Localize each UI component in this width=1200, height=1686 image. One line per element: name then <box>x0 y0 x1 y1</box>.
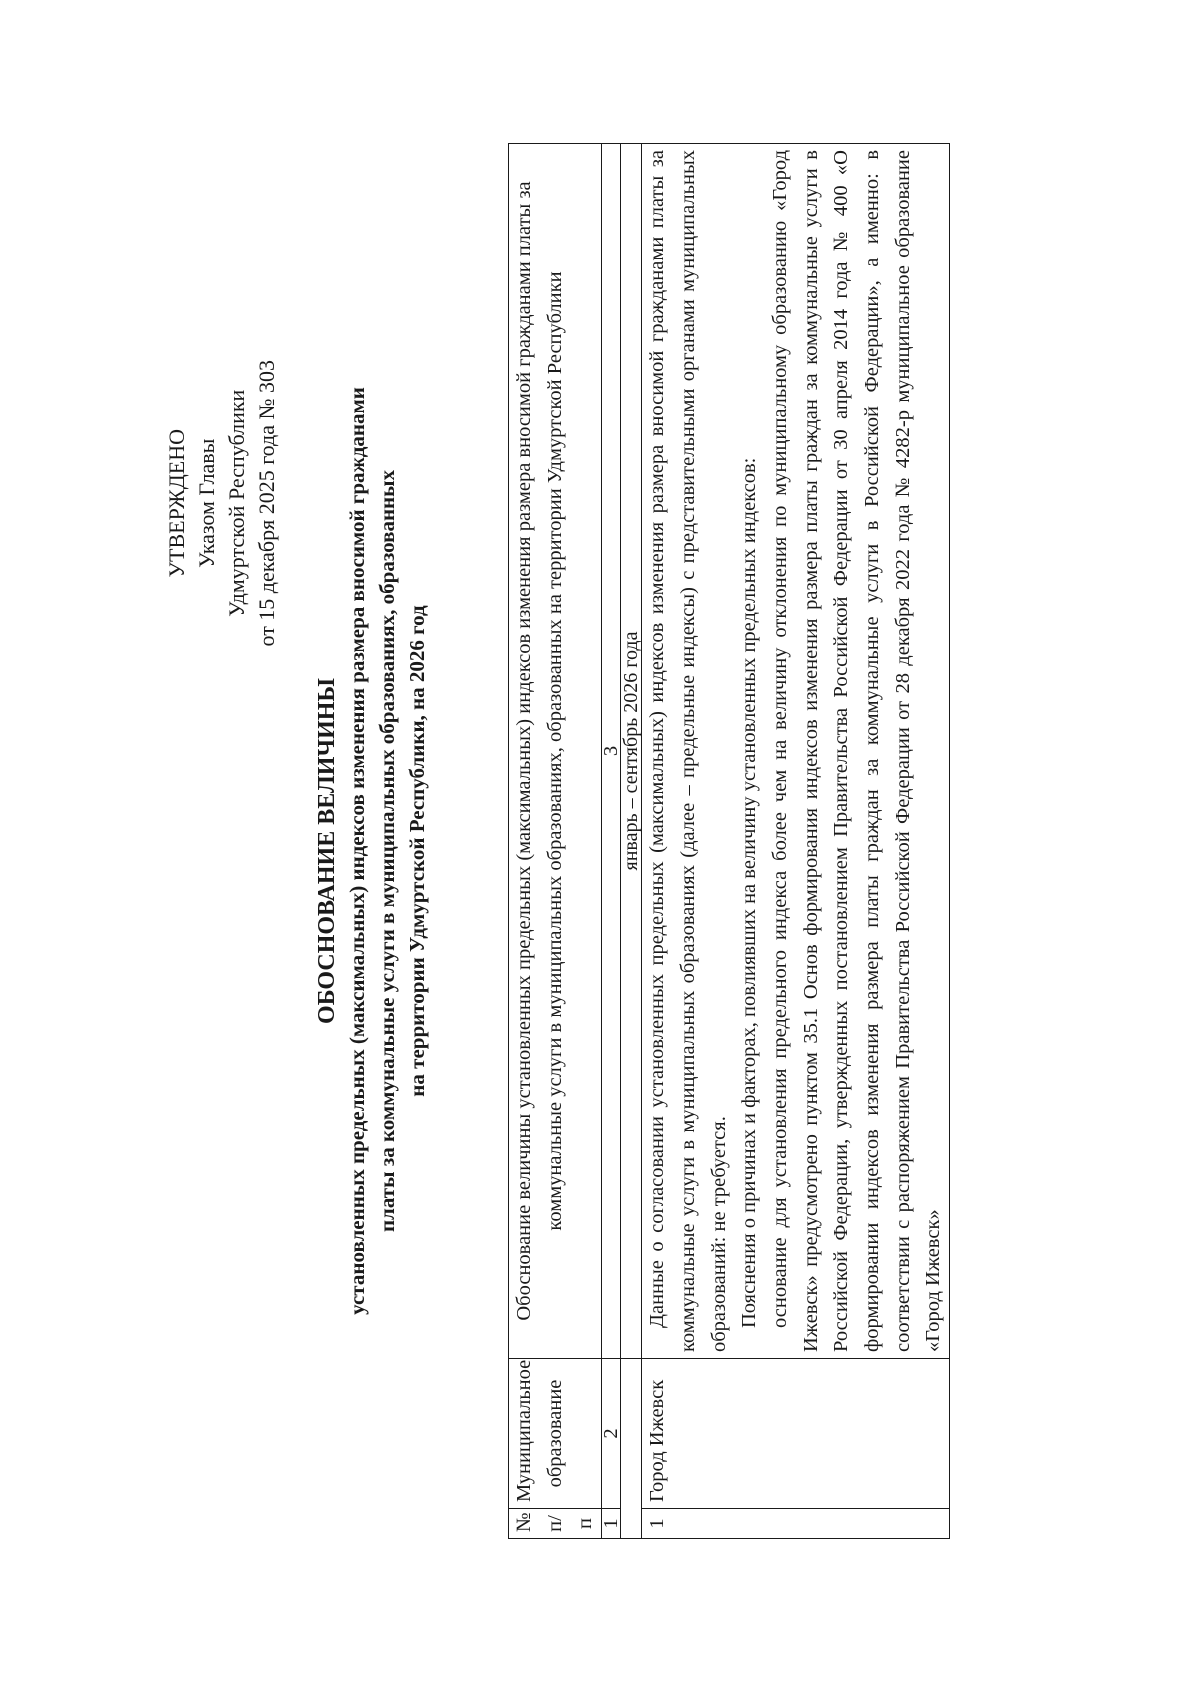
paragraph: Данные о согласовании установленных предельных (максимальных) индексов изменения размера вносимой гражданами платы за коммунальные услуги в муниципальных образованиях (далее – предельные индексы) с представительными органами муниципальных образований: не требуется. <box>646 150 730 1352</box>
period-cell: январь – сентябрь 2026 года <box>621 144 642 1359</box>
title-line: ОБОСНОВАНИЕ ВЕЛИЧИНЫ <box>314 678 340 1024</box>
empty-cell <box>621 1359 642 1539</box>
justification-table <box>508 143 950 1539</box>
column-number-cell: 1 <box>602 1509 621 1539</box>
table-numbering-row <box>602 144 621 1539</box>
column-number-cell: 2 <box>602 1359 621 1509</box>
row-number-cell: 1 <box>642 1509 950 1539</box>
approval-stamp <box>162 360 282 647</box>
paragraph: основание для установления предельного индекса более чем на величину отклонения по муниципальному образованию «Город Ижевск» предусмотрено пунктом 35.1 Основ формирования индексов изменения размера платы граждан за коммунальные услуги в Российской Федерации, утвержденных постановлением Правительства Российской Федерации от 30 апреля 2014 года № 400 «О формировании индексов изменения размера платы граждан за коммунальные услуги в Российской Федерации», а именно: в соответствии с распоряжением Правительства Российской Федерации от 28 декабря 2022 года № 4282-р муниципальное образование «Город Ижевск» <box>768 150 945 1352</box>
header-cell-justification: Обоснование величины установленных предельных (максимальных) индексов изменения размера вносимой гражданами платы за коммунальные услуги в муниципальных образованиях, образованных на территории Удмуртской Республики <box>509 144 602 1359</box>
title-line: на территории Удмуртской Республики, на 2026 год <box>405 605 429 1097</box>
municipality-cell: Город Ижевск <box>642 1359 950 1509</box>
table-period-row <box>621 144 642 1539</box>
title-line: установленных предельных (максимальных) индексов изменения размера вносимой гражданами <box>345 387 369 1315</box>
paragraph: Пояснения о причинах и факторах, повлиявших на величину установленных предельных индексов: <box>738 457 761 1328</box>
approval-line: Удмуртской Республики <box>224 389 249 617</box>
document-title <box>312 176 432 1526</box>
header-cell-municipality: Муниципальное образование <box>509 1359 602 1509</box>
header-cell-number: № п/п <box>509 1509 602 1539</box>
title-line: платы за коммунальные услуги в муниципальных образованиях, образованных <box>375 469 399 1233</box>
approval-line: от 15 декабря 2025 года № 303 <box>254 360 279 647</box>
column-number-cell: 3 <box>602 144 621 1359</box>
approval-line: УТВЕРЖДЕНО <box>164 429 189 578</box>
justification-cell <box>642 144 950 1359</box>
table-header-row <box>509 144 602 1539</box>
approval-line: Указом Главы <box>194 438 219 568</box>
table-row <box>642 144 950 1539</box>
